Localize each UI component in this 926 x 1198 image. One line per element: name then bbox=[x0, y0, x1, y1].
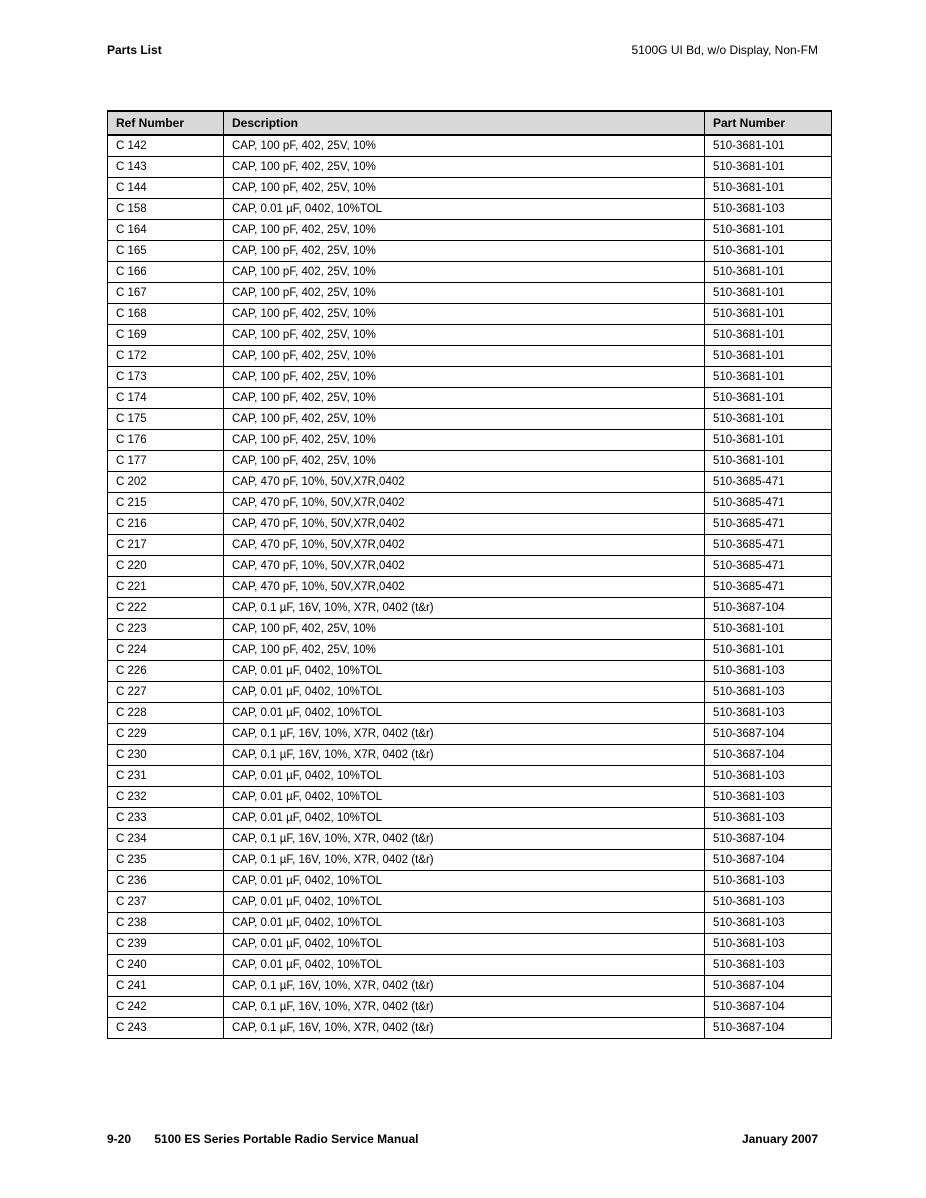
cell-ref-number: C 222 bbox=[108, 598, 224, 619]
cell-ref-number: C 168 bbox=[108, 304, 224, 325]
table-row bbox=[108, 514, 832, 535]
table-row bbox=[108, 451, 832, 472]
cell-description: CAP, 0.01 µF, 0402, 10%TOL bbox=[224, 703, 705, 724]
table-row bbox=[108, 787, 832, 808]
table-row bbox=[108, 1018, 832, 1039]
table-row bbox=[108, 556, 832, 577]
cell-part-number: 510-3681-103 bbox=[705, 682, 832, 703]
cell-ref-number: C 158 bbox=[108, 199, 224, 220]
table-row bbox=[108, 619, 832, 640]
cell-ref-number: C 243 bbox=[108, 1018, 224, 1039]
cell-ref-number: C 217 bbox=[108, 535, 224, 556]
cell-part-number: 510-3681-103 bbox=[705, 661, 832, 682]
cell-ref-number: C 202 bbox=[108, 472, 224, 493]
table-row bbox=[108, 724, 832, 745]
table-row bbox=[108, 430, 832, 451]
header-board-title: 5100G UI Bd, w/o Display, Non-FM bbox=[631, 43, 818, 57]
table-row bbox=[108, 178, 832, 199]
table-row bbox=[108, 409, 832, 430]
cell-description: CAP, 0.1 µF, 16V, 10%, X7R, 0402 (t&r) bbox=[224, 829, 705, 850]
cell-ref-number: C 238 bbox=[108, 913, 224, 934]
cell-description: CAP, 100 pF, 402, 25V, 10% bbox=[224, 619, 705, 640]
table-row bbox=[108, 934, 832, 955]
cell-part-number: 510-3681-101 bbox=[705, 640, 832, 661]
cell-ref-number: C 167 bbox=[108, 283, 224, 304]
cell-ref-number: C 229 bbox=[108, 724, 224, 745]
parts-table-body bbox=[108, 135, 832, 1039]
table-row bbox=[108, 199, 832, 220]
cell-part-number: 510-3685-471 bbox=[705, 535, 832, 556]
cell-part-number: 510-3681-103 bbox=[705, 892, 832, 913]
table-row bbox=[108, 829, 832, 850]
cell-description: CAP, 100 pF, 402, 25V, 10% bbox=[224, 178, 705, 199]
cell-part-number: 510-3681-101 bbox=[705, 367, 832, 388]
cell-ref-number: C 216 bbox=[108, 514, 224, 535]
cell-part-number: 510-3685-471 bbox=[705, 556, 832, 577]
cell-part-number: 510-3681-103 bbox=[705, 934, 832, 955]
cell-part-number: 510-3681-101 bbox=[705, 241, 832, 262]
cell-part-number: 510-3681-101 bbox=[705, 262, 832, 283]
column-header-ref-number: Ref Number bbox=[108, 111, 224, 135]
cell-ref-number: C 143 bbox=[108, 157, 224, 178]
column-header-part-number: Part Number bbox=[705, 111, 832, 135]
cell-ref-number: C 173 bbox=[108, 367, 224, 388]
table-row bbox=[108, 892, 832, 913]
footer-date: January 2007 bbox=[741, 1132, 818, 1146]
cell-description: CAP, 100 pF, 402, 25V, 10% bbox=[224, 157, 705, 178]
table-row bbox=[108, 703, 832, 724]
table-row bbox=[108, 640, 832, 661]
table-row bbox=[108, 325, 832, 346]
cell-ref-number: C 228 bbox=[108, 703, 224, 724]
table-row bbox=[108, 661, 832, 682]
cell-description: CAP, 0.1 µF, 16V, 10%, X7R, 0402 (t&r) bbox=[224, 745, 705, 766]
cell-ref-number: C 221 bbox=[108, 577, 224, 598]
cell-ref-number: C 233 bbox=[108, 808, 224, 829]
cell-description: CAP, 470 pF, 10%, 50V,X7R,0402 bbox=[224, 535, 705, 556]
cell-part-number: 510-3681-101 bbox=[705, 430, 832, 451]
page-header bbox=[107, 43, 818, 57]
cell-part-number: 510-3685-471 bbox=[705, 472, 832, 493]
cell-ref-number: C 174 bbox=[108, 388, 224, 409]
cell-description: CAP, 0.1 µF, 16V, 10%, X7R, 0402 (t&r) bbox=[224, 850, 705, 871]
cell-description: CAP, 0.01 µF, 0402, 10%TOL bbox=[224, 787, 705, 808]
cell-description: CAP, 0.1 µF, 16V, 10%, X7R, 0402 (t&r) bbox=[224, 997, 705, 1018]
cell-ref-number: C 227 bbox=[108, 682, 224, 703]
cell-part-number: 510-3681-103 bbox=[705, 766, 832, 787]
cell-description: CAP, 100 pF, 402, 25V, 10% bbox=[224, 346, 705, 367]
table-row bbox=[108, 766, 832, 787]
cell-description: CAP, 0.01 µF, 0402, 10%TOL bbox=[224, 934, 705, 955]
cell-part-number: 510-3681-101 bbox=[705, 388, 832, 409]
cell-part-number: 510-3681-101 bbox=[705, 304, 832, 325]
cell-description: CAP, 470 pF, 10%, 50V,X7R,0402 bbox=[224, 514, 705, 535]
cell-description: CAP, 100 pF, 402, 25V, 10% bbox=[224, 451, 705, 472]
cell-description: CAP, 0.01 µF, 0402, 10%TOL bbox=[224, 892, 705, 913]
cell-ref-number: C 169 bbox=[108, 325, 224, 346]
cell-description: CAP, 470 pF, 10%, 50V,X7R,0402 bbox=[224, 556, 705, 577]
cell-ref-number: C 226 bbox=[108, 661, 224, 682]
table-row bbox=[108, 808, 832, 829]
parts-table bbox=[107, 110, 832, 1039]
cell-description: CAP, 100 pF, 402, 25V, 10% bbox=[224, 367, 705, 388]
table-row bbox=[108, 955, 832, 976]
cell-description: CAP, 470 pF, 10%, 50V,X7R,0402 bbox=[224, 577, 705, 598]
cell-description: CAP, 0.1 µF, 16V, 10%, X7R, 0402 (t&r) bbox=[224, 976, 705, 997]
cell-ref-number: C 236 bbox=[108, 871, 224, 892]
cell-part-number: 510-3687-104 bbox=[705, 829, 832, 850]
cell-ref-number: C 166 bbox=[108, 262, 224, 283]
table-row bbox=[108, 241, 832, 262]
table-row bbox=[108, 682, 832, 703]
cell-part-number: 510-3681-101 bbox=[705, 409, 832, 430]
cell-description: CAP, 100 pF, 402, 25V, 10% bbox=[224, 640, 705, 661]
cell-ref-number: C 177 bbox=[108, 451, 224, 472]
cell-description: CAP, 100 pF, 402, 25V, 10% bbox=[224, 135, 705, 157]
cell-description: CAP, 100 pF, 402, 25V, 10% bbox=[224, 262, 705, 283]
cell-description: CAP, 0.01 µF, 0402, 10%TOL bbox=[224, 808, 705, 829]
cell-part-number: 510-3687-104 bbox=[705, 724, 832, 745]
cell-ref-number: C 215 bbox=[108, 493, 224, 514]
cell-ref-number: C 172 bbox=[108, 346, 224, 367]
header-section-title: Parts List bbox=[107, 43, 162, 57]
cell-description: CAP, 470 pF, 10%, 50V,X7R,0402 bbox=[224, 493, 705, 514]
cell-part-number: 510-3681-101 bbox=[705, 157, 832, 178]
cell-ref-number: C 224 bbox=[108, 640, 224, 661]
cell-description: CAP, 0.01 µF, 0402, 10%TOL bbox=[224, 913, 705, 934]
cell-description: CAP, 100 pF, 402, 25V, 10% bbox=[224, 304, 705, 325]
table-row bbox=[108, 283, 832, 304]
cell-ref-number: C 223 bbox=[108, 619, 224, 640]
table-row bbox=[108, 304, 832, 325]
cell-part-number: 510-3687-104 bbox=[705, 598, 832, 619]
cell-description: CAP, 100 pF, 402, 25V, 10% bbox=[224, 325, 705, 346]
cell-ref-number: C 142 bbox=[108, 135, 224, 157]
page-footer bbox=[107, 1132, 818, 1146]
cell-ref-number: C 235 bbox=[108, 850, 224, 871]
table-row bbox=[108, 367, 832, 388]
cell-description: CAP, 0.1 µF, 16V, 10%, X7R, 0402 (t&r) bbox=[224, 598, 705, 619]
cell-part-number: 510-3687-104 bbox=[705, 1018, 832, 1039]
table-row bbox=[108, 135, 832, 157]
cell-part-number: 510-3681-103 bbox=[705, 955, 832, 976]
cell-ref-number: C 237 bbox=[108, 892, 224, 913]
footer-page-number: 9-20 bbox=[107, 1132, 132, 1146]
cell-ref-number: C 239 bbox=[108, 934, 224, 955]
cell-part-number: 510-3685-471 bbox=[705, 514, 832, 535]
cell-ref-number: C 175 bbox=[108, 409, 224, 430]
footer-left bbox=[107, 1132, 419, 1146]
cell-description: CAP, 0.01 µF, 0402, 10%TOL bbox=[224, 199, 705, 220]
cell-description: CAP, 0.01 µF, 0402, 10%TOL bbox=[224, 871, 705, 892]
cell-ref-number: C 242 bbox=[108, 997, 224, 1018]
cell-part-number: 510-3681-103 bbox=[705, 199, 832, 220]
table-row bbox=[108, 871, 832, 892]
cell-ref-number: C 164 bbox=[108, 220, 224, 241]
table-row bbox=[108, 157, 832, 178]
cell-part-number: 510-3687-104 bbox=[705, 850, 832, 871]
table-row bbox=[108, 388, 832, 409]
cell-description: CAP, 100 pF, 402, 25V, 10% bbox=[224, 283, 705, 304]
cell-ref-number: C 234 bbox=[108, 829, 224, 850]
cell-part-number: 510-3681-103 bbox=[705, 703, 832, 724]
table-row bbox=[108, 913, 832, 934]
cell-part-number: 510-3681-101 bbox=[705, 283, 832, 304]
cell-description: CAP, 100 pF, 402, 25V, 10% bbox=[224, 220, 705, 241]
cell-description: CAP, 0.01 µF, 0402, 10%TOL bbox=[224, 766, 705, 787]
cell-ref-number: C 241 bbox=[108, 976, 224, 997]
cell-part-number: 510-3681-101 bbox=[705, 325, 832, 346]
table-row bbox=[108, 577, 832, 598]
cell-ref-number: C 144 bbox=[108, 178, 224, 199]
cell-part-number: 510-3681-101 bbox=[705, 619, 832, 640]
cell-part-number: 510-3681-103 bbox=[705, 871, 832, 892]
cell-part-number: 510-3681-101 bbox=[705, 220, 832, 241]
table-row bbox=[108, 976, 832, 997]
table-row bbox=[108, 745, 832, 766]
cell-description: CAP, 100 pF, 402, 25V, 10% bbox=[224, 409, 705, 430]
cell-part-number: 510-3687-104 bbox=[705, 745, 832, 766]
parts-table-header-row bbox=[108, 111, 832, 135]
table-row bbox=[108, 535, 832, 556]
table-row bbox=[108, 262, 832, 283]
cell-description: CAP, 0.01 µF, 0402, 10%TOL bbox=[224, 661, 705, 682]
table-row bbox=[108, 850, 832, 871]
cell-description: CAP, 100 pF, 402, 25V, 10% bbox=[224, 388, 705, 409]
table-row bbox=[108, 472, 832, 493]
cell-part-number: 510-3681-103 bbox=[705, 913, 832, 934]
cell-description: CAP, 470 pF, 10%, 50V,X7R,0402 bbox=[224, 472, 705, 493]
cell-ref-number: C 176 bbox=[108, 430, 224, 451]
cell-ref-number: C 220 bbox=[108, 556, 224, 577]
cell-description: CAP, 0.01 µF, 0402, 10%TOL bbox=[224, 682, 705, 703]
cell-description: CAP, 0.1 µF, 16V, 10%, X7R, 0402 (t&r) bbox=[224, 724, 705, 745]
table-row bbox=[108, 997, 832, 1018]
cell-description: CAP, 0.01 µF, 0402, 10%TOL bbox=[224, 955, 705, 976]
cell-part-number: 510-3681-103 bbox=[705, 787, 832, 808]
cell-ref-number: C 232 bbox=[108, 787, 224, 808]
parts-table-header bbox=[108, 111, 832, 135]
cell-description: CAP, 100 pF, 402, 25V, 10% bbox=[224, 430, 705, 451]
cell-ref-number: C 240 bbox=[108, 955, 224, 976]
cell-part-number: 510-3685-471 bbox=[705, 493, 832, 514]
table-row bbox=[108, 598, 832, 619]
column-header-description: Description bbox=[224, 111, 705, 135]
cell-ref-number: C 230 bbox=[108, 745, 224, 766]
cell-ref-number: C 231 bbox=[108, 766, 224, 787]
table-row bbox=[108, 220, 832, 241]
cell-description: CAP, 100 pF, 402, 25V, 10% bbox=[224, 241, 705, 262]
cell-part-number: 510-3687-104 bbox=[705, 997, 832, 1018]
table-row bbox=[108, 493, 832, 514]
cell-description: CAP, 0.1 µF, 16V, 10%, X7R, 0402 (t&r) bbox=[224, 1018, 705, 1039]
cell-ref-number: C 165 bbox=[108, 241, 224, 262]
cell-part-number: 510-3681-101 bbox=[705, 135, 832, 157]
cell-part-number: 510-3681-101 bbox=[705, 346, 832, 367]
footer-manual-title: 5100 ES Series Portable Radio Service Manual bbox=[154, 1132, 419, 1146]
cell-part-number: 510-3681-103 bbox=[705, 808, 832, 829]
cell-part-number: 510-3681-101 bbox=[705, 451, 832, 472]
cell-part-number: 510-3687-104 bbox=[705, 976, 832, 997]
cell-part-number: 510-3681-101 bbox=[705, 178, 832, 199]
cell-part-number: 510-3685-471 bbox=[705, 577, 832, 598]
table-row bbox=[108, 346, 832, 367]
